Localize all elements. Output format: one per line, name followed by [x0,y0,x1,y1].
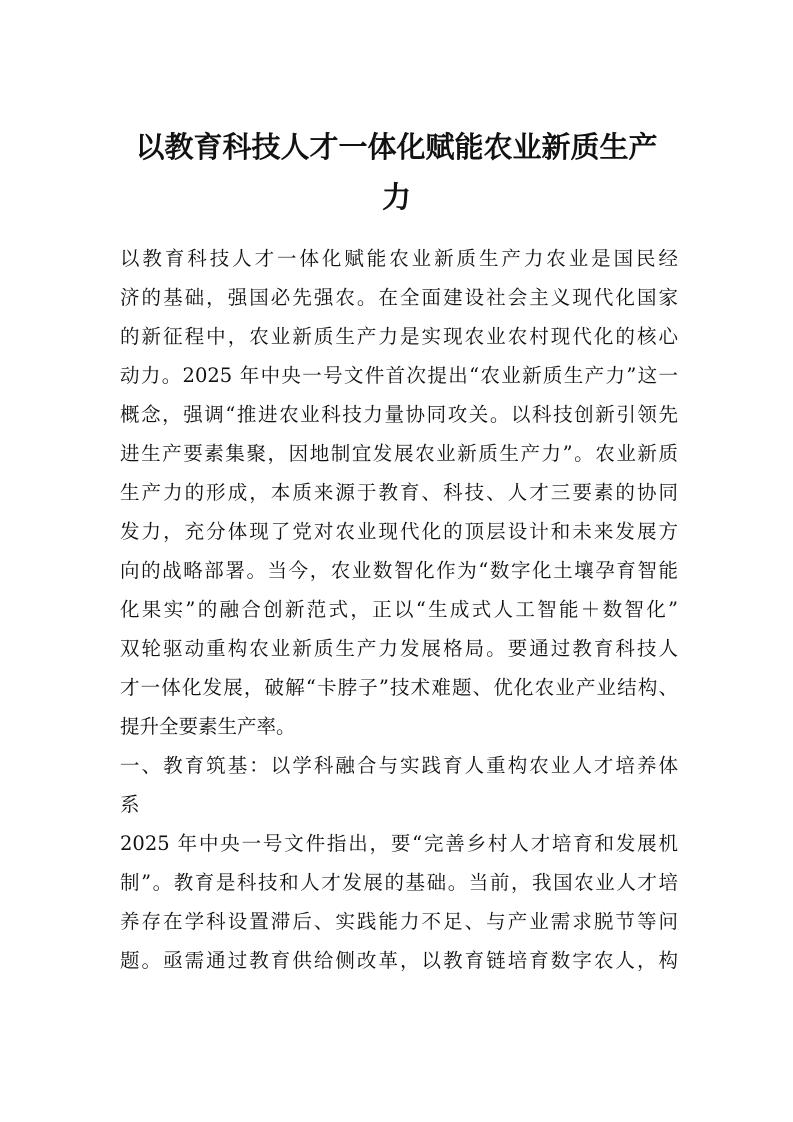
text-line: 济的基础，强国必先强农。在全面建设社会主义现代化国家 [120,286,678,309]
paragraph-section-1 [120,824,678,980]
document-title [100,122,693,222]
text-line: 制”。教育是科技和人才发展的基础。当前，我国农业人才培 [120,871,678,894]
text-line: 2025 年中央一号文件指出，要“完善乡村人才培育和发展机 [120,832,678,855]
text-line: 化果实”的融合创新范式，正以“生成式人工智能＋数智化” [120,598,678,621]
title-line: 力 [381,180,411,214]
text-line: 养存在学科设置滞后、实践能力不足、与产业需求脱节等问 [120,910,678,933]
text-line: 提升全要素生产率。 [120,715,296,738]
text-line: 动力。2025 年中央一号文件首次提出“农业新质生产力”这一 [120,364,678,387]
text-line: 题。亟需通过教育供给侧改革，以教育链培育数字农人，构 [120,949,678,972]
text-line: 向的战略部署。当今，农业数智化作为“数字化土壤孕育智能 [120,559,678,582]
text-line: 双轮驱动重构农业新质生产力发展格局。要通过教育科技人 [120,637,678,660]
text-line: 概念，强调“推进农业科技力量协同攻关。以科技创新引领先 [120,403,678,426]
heading-line: 一、教育筑基：以学科融合与实践育人重构农业人才培养体 [120,754,678,777]
text-line: 以教育科技人才一体化赋能农业新质生产力农业是国民经 [120,247,678,270]
heading-line: 系 [120,793,140,816]
section-heading-1 [120,746,678,824]
paragraph-intro [120,239,678,746]
title-line: 以教育科技人才一体化赋能农业新质生产 [135,130,658,164]
text-line: 的新征程中，农业新质生产力是实现农业农村现代化的核心 [120,325,678,348]
text-line: 进生产要素集聚，因地制宜发展农业新质生产力”。农业新质 [120,442,678,465]
text-line: 发力，充分体现了党对农业现代化的顶层设计和未来发展方 [120,520,678,543]
text-line: 才一体化发展，破解“卡脖子”技术难题、优化农业产业结构、 [120,676,678,699]
text-line: 生产力的形成，本质来源于教育、科技、人才三要素的协同 [120,481,678,504]
document-body [120,239,678,980]
